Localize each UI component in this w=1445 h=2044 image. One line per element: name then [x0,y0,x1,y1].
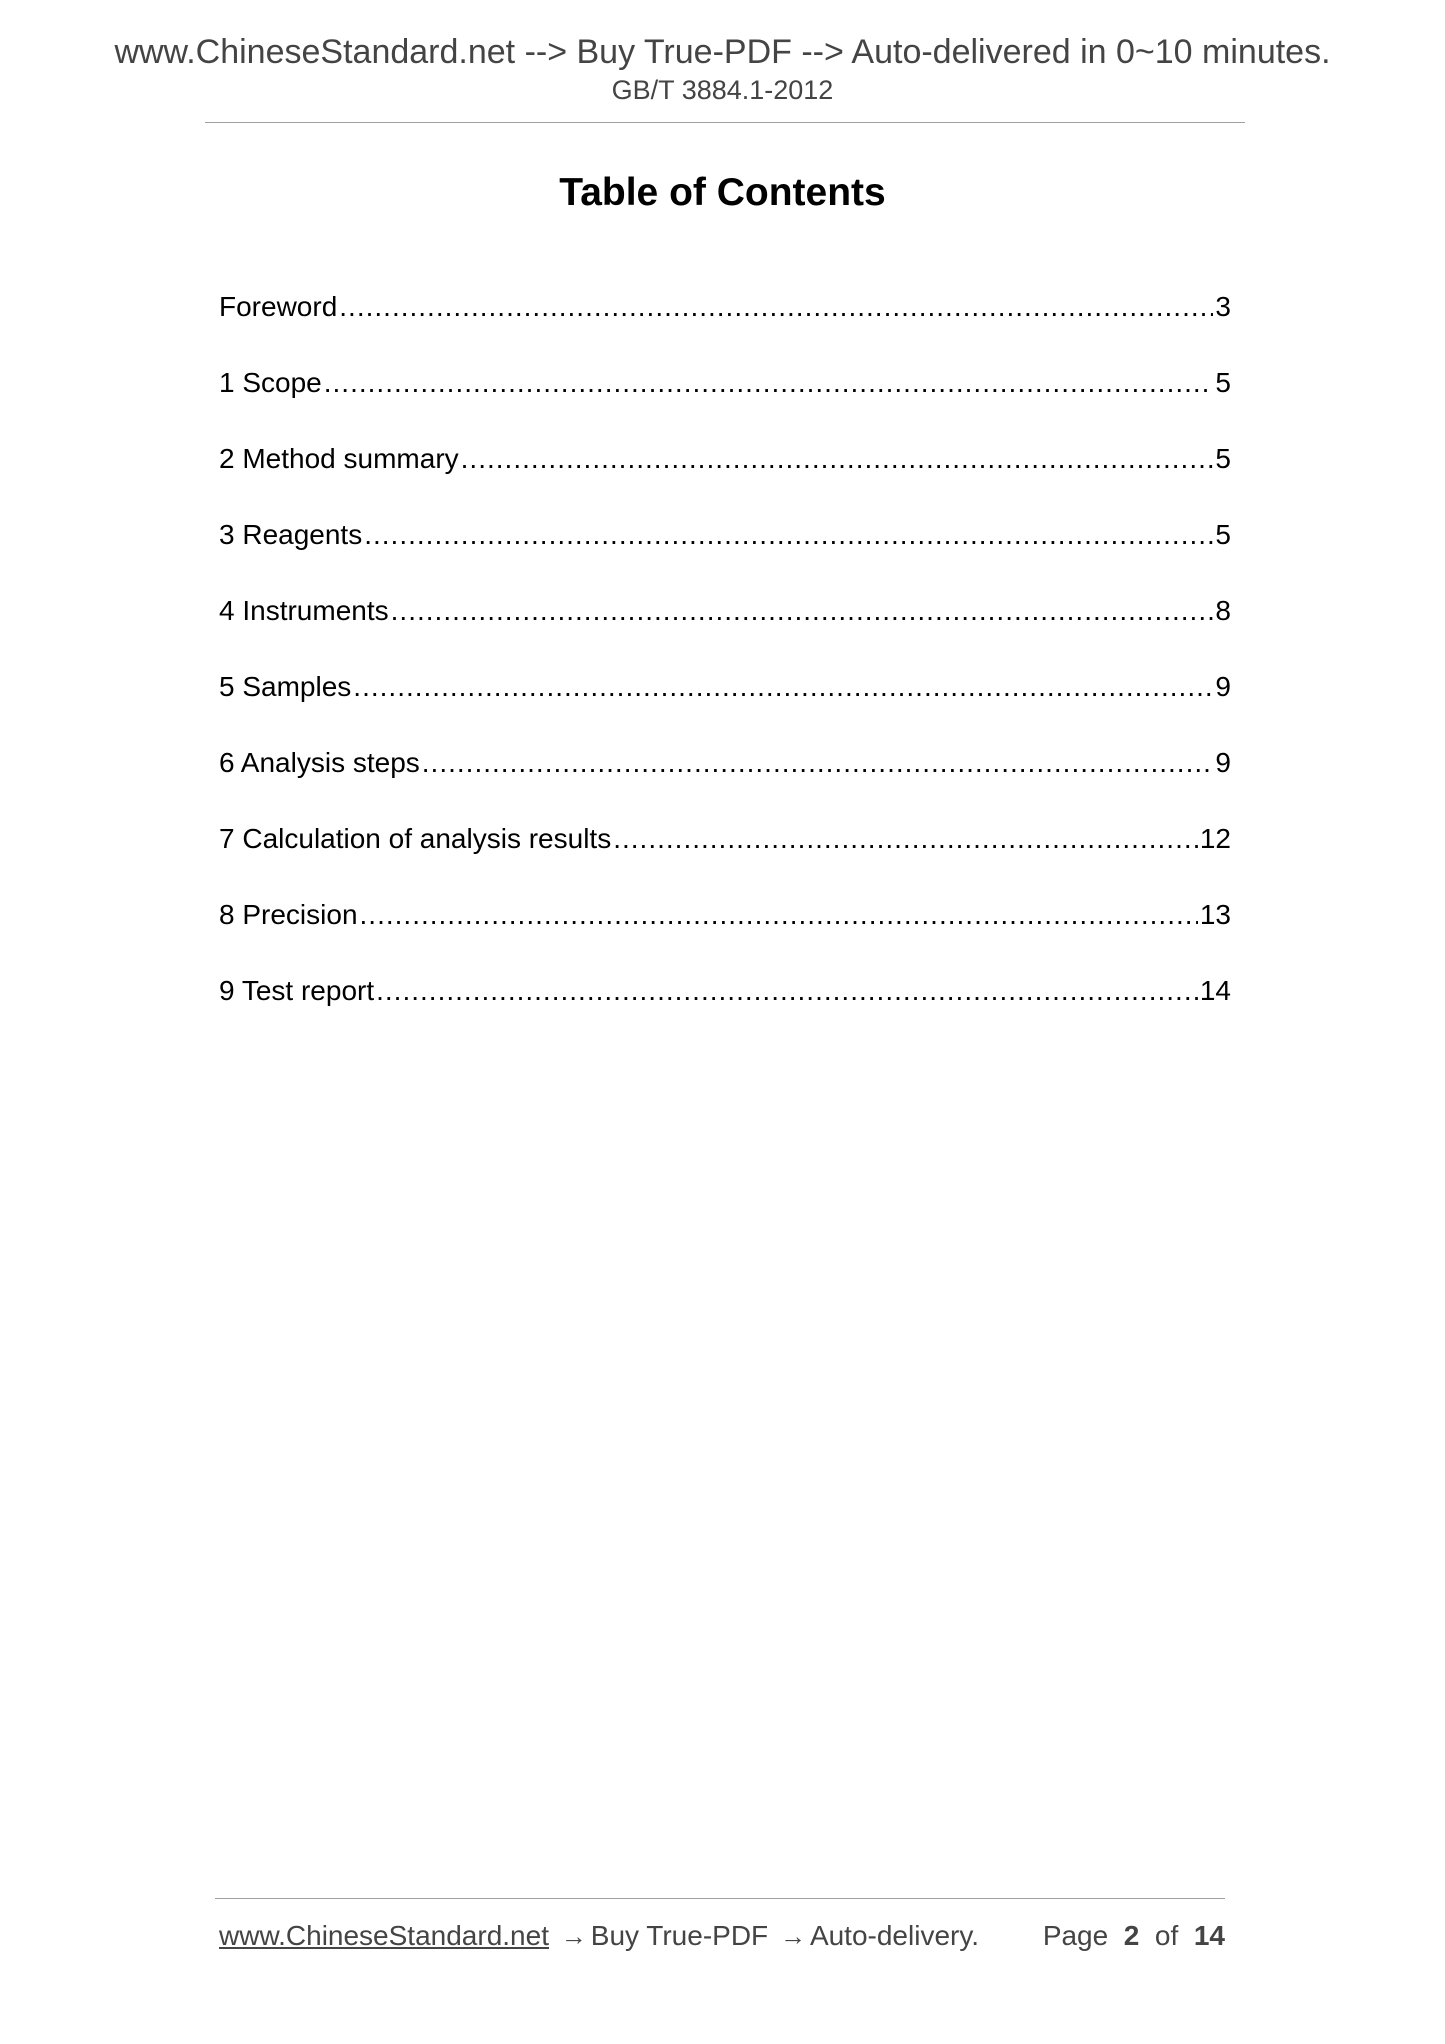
toc-entry-precision[interactable] [219,894,1231,970]
toc-entry-page: 8 [1215,595,1231,626]
toc-entry-page: 13 [1199,899,1231,930]
toc-entry-label: 8 Precision [219,899,358,930]
arrow-right-icon: → [779,1921,806,1951]
footer-buy-text: Buy True-PDF [590,1920,769,1951]
toc-entry-label: 4 Instruments [219,595,389,626]
toc-entry-instruments[interactable] [219,590,1231,666]
toc-entry-analysis-steps[interactable] [219,742,1231,818]
total-pages-number: 14 [1193,1920,1225,1951]
toc-entry-label: 6 Analysis steps [219,747,420,778]
dot-leader [364,514,1213,556]
toc-entry-label: 7 Calculation of analysis results [219,823,612,854]
toc-entry-label: 1 Scope [219,367,322,398]
toc-entry-label: 2 Method summary [219,443,459,474]
dot-leader [461,438,1214,480]
footer-site-link[interactable]: www.ChineseStandard.net [219,1920,549,1951]
header-divider [205,122,1245,123]
toc-entry-label: 9 Test report [219,975,375,1006]
dot-leader [376,970,1198,1012]
page-word: Page [1042,1920,1109,1951]
toc-entry-page: 5 [1215,443,1231,474]
dot-leader [391,590,1214,632]
toc-entry-page: 12 [1199,823,1231,854]
toc-entry-page: 9 [1215,747,1231,778]
dot-leader [324,362,1214,404]
toc-entry-reagents[interactable] [219,514,1231,590]
of-word: of [1154,1920,1179,1951]
toc-entry-label: 3 Reagents [219,519,363,550]
footer-delivery-text: Auto-delivery. [809,1920,980,1951]
toc-entry-page: 14 [1199,975,1231,1006]
toc-entry-page: 5 [1215,519,1231,550]
dot-leader [422,742,1214,784]
toc-entry-samples[interactable] [219,666,1231,742]
toc-entry-test-report[interactable] [219,970,1231,1046]
toc-entry-scope[interactable] [219,362,1231,438]
page-title: Table of Contents [559,171,886,214]
toc-entry-label: 5 Samples [219,671,352,702]
dot-leader [360,894,1198,936]
current-page-number: 2 [1123,1920,1140,1951]
standard-number: GB/T 3884.1-2012 [611,75,834,105]
toc-entry-calculation[interactable] [219,818,1231,894]
toc-entry-page: 5 [1215,367,1231,398]
toc-entry-method-summary[interactable] [219,438,1231,514]
toc-entry-foreword[interactable] [219,286,1231,362]
page-footer [219,1916,1225,1956]
table-of-contents [219,286,1231,1046]
toc-entry-label: Foreword [219,291,338,322]
footer-promo [219,1916,979,1956]
toc-entry-page: 9 [1215,671,1231,702]
toc-entry-page: 3 [1215,291,1231,322]
footer-divider [215,1898,1225,1899]
dot-leader [339,286,1213,328]
dot-leader [613,818,1198,860]
header-banner: www.ChineseStandard.net --> Buy True-PDF --> Auto-delivered in 0~10 minutes. [114,33,1331,71]
page-counter [1043,1916,1225,1956]
dot-leader [353,666,1213,708]
arrow-right-icon: → [560,1921,587,1951]
